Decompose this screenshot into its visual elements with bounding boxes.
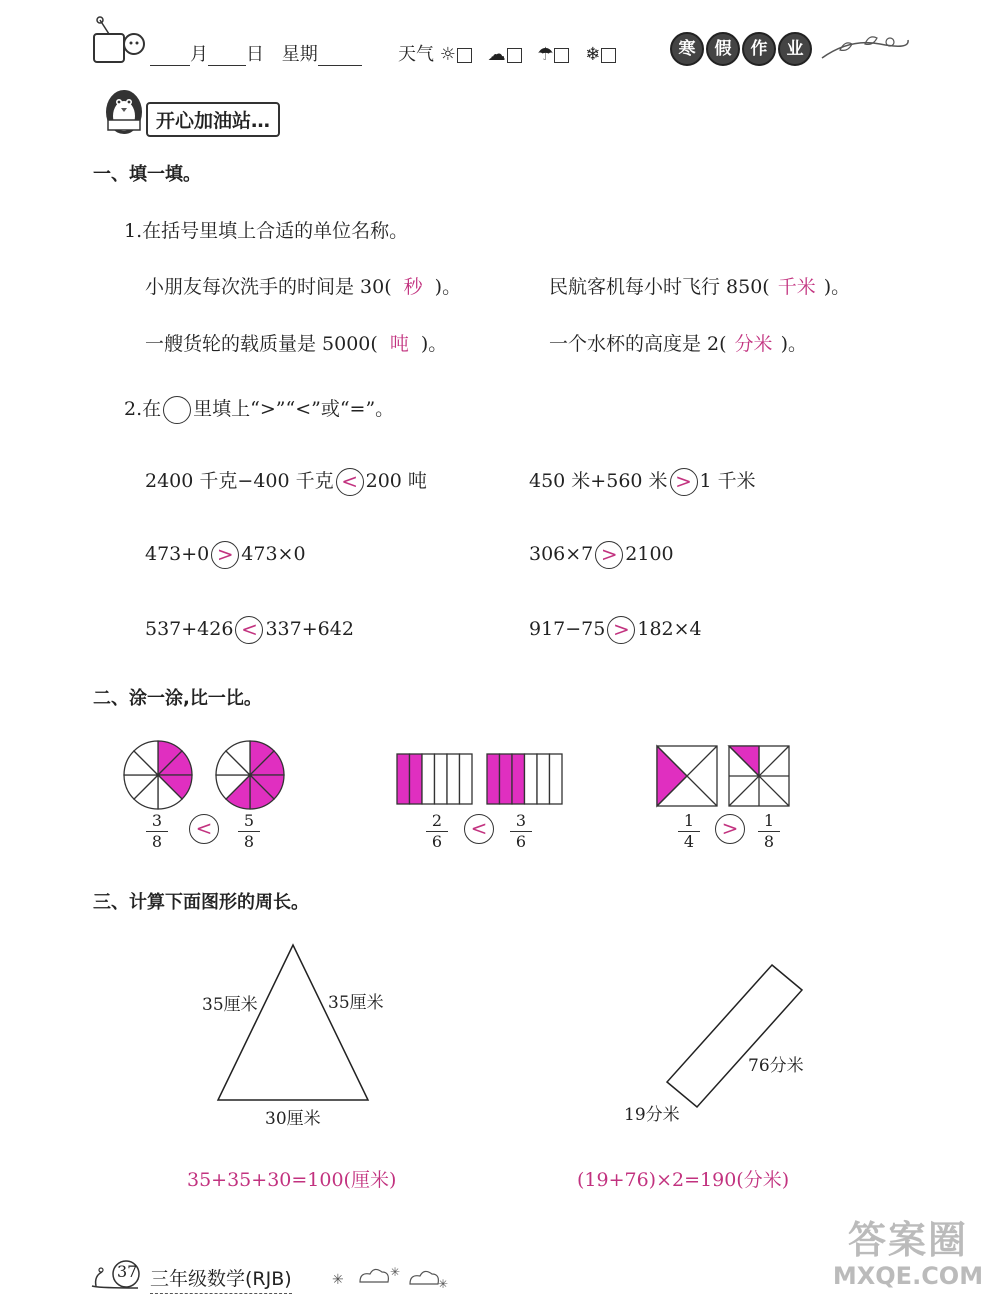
rect-left-bar-6[interactable] [460,754,473,804]
q2-answer-2[interactable]: > [670,468,698,496]
q1-item-2: 民航客机每小时飞行 850( 千米 )。 [549,276,851,298]
sun-icon: ☼ [439,44,456,65]
section1-title: 一、填一填。 [93,164,201,185]
q1-answer-1[interactable]: 秒 [403,276,423,298]
rect-right-bar-6[interactable] [550,754,563,804]
rain-checkbox[interactable] [554,48,569,63]
watermark: 答案圈 MXQE.COM [832,1218,984,1290]
fraction-2-6: 2 6 [422,812,452,851]
q2-answer-6[interactable]: > [607,616,635,644]
triangle-left-label: 35厘米 [202,995,258,1015]
fraction-1-8: 1 8 [754,812,784,851]
rect-right-bar-3[interactable] [512,754,525,804]
rectangle-answer[interactable]: (19+76)×2=190(分米) [577,1169,790,1191]
cloud-checkbox[interactable] [507,48,522,63]
rect-right-bar-4[interactable] [525,754,538,804]
q1-prompt: 1.在括号里填上合适的单位名称。 [124,220,409,242]
snow-icon: ❄ [585,44,601,65]
month-label: 月 [190,44,208,65]
compare-answer-2[interactable]: < [462,814,496,844]
winter-homework-badge [670,32,814,66]
month-blank[interactable] [150,47,190,66]
sun-checkbox[interactable] [457,48,472,63]
rect-right-bar-1[interactable] [487,754,500,804]
day-blank[interactable] [208,47,246,66]
flower-branch-icon [820,28,910,68]
q1-answer-2[interactable]: 千米 [777,276,816,298]
rectangle-long-label: 76分米 [748,1056,804,1076]
section2-title: 二、涂一涂,比一比。 [93,688,262,709]
compare-answer-3[interactable]: > [713,814,747,844]
badge-char-2: 假 [706,32,740,66]
q1-item-1: 小朋友每次洗手的时间是 30( 秒 )。 [145,276,462,298]
q1-answer-4[interactable]: 分米 [734,333,773,355]
q1-item-4: 一个水杯的高度是 2( 分米 )。 [549,333,807,355]
q2-prompt: 2.在 里填上“>”“<”或“=”。 [124,394,394,424]
weather-line [398,40,616,66]
weather-label: 天气 [398,44,434,65]
header-mascot-icon [88,14,150,70]
fraction-shapes [0,730,1000,820]
snow-checkbox[interactable] [601,48,616,63]
fraction-3-6: 3 6 [506,812,536,851]
section3-title: 三、计算下面图形的周长。 [93,892,309,913]
day-label: 日 [246,44,264,65]
q2-item-6: 917−75 > 182×4 [529,616,702,644]
q1-item-3: 一艘货轮的载质量是 5000( 吨 )。 [145,333,448,355]
triangle-figure [210,940,380,1110]
q2-answer-1[interactable]: < [336,468,364,496]
rain-icon: ☂ [537,44,554,65]
svg-text:✳: ✳ [332,1272,344,1288]
rect-right-bar-2[interactable] [500,754,513,804]
rect-left-bar-1[interactable] [397,754,410,804]
cloud-icon: ☁ [487,44,506,65]
triangle-right-label: 35厘米 [328,993,384,1013]
rect-left-bar-2[interactable] [410,754,423,804]
badge-char-1: 寒 [670,32,704,66]
triangle-bottom-label: 30厘米 [265,1109,321,1129]
rect-left-bar-5[interactable] [447,754,460,804]
q2-answer-5[interactable]: < [235,616,263,644]
q1-answer-3[interactable]: 吨 [389,333,409,355]
fraction-1-4: 1 4 [674,812,704,851]
fraction-5-8: 5 8 [234,812,264,851]
rect-left-bar-3[interactable] [422,754,435,804]
triangle-answer[interactable]: 35+35+30=100(厘米) [187,1169,397,1191]
q2-item-4: 306×7 > 2100 [529,541,674,569]
week-label: 星期 [281,44,318,65]
rect-left-bar-4[interactable] [435,754,448,804]
rectangle-short-label: 19分米 [624,1105,680,1125]
fraction-3-8: 3 8 [142,812,172,851]
svg-text:✳: ✳ [438,1277,449,1291]
banner-title: 开心加油站… [146,102,280,137]
q2-item-3: 473+0 > 473×0 [145,541,306,569]
page-number: 37 [117,1262,138,1281]
svg-text:✳: ✳ [390,1265,401,1279]
badge-char-3: 作 [742,32,776,66]
rectangle-figure [655,955,815,1115]
compare-answer-1[interactable]: < [187,814,221,844]
q2-answer-3[interactable]: > [211,541,239,569]
q2-item-2: 450 米+560 米 > 1 千米 [529,466,756,496]
rect-right-bar-5[interactable] [537,754,550,804]
date-line [150,40,362,66]
book-label: 三年级数学(RJB) [150,1264,292,1294]
week-blank[interactable] [318,47,362,66]
penguin-icon [100,82,148,136]
clouds-decoration-icon [330,1262,460,1292]
q2-item-1: 2400 千克−400 千克 < 200 吨 [145,466,427,496]
badge-char-4: 业 [778,32,812,66]
prompt-circle-icon [163,396,191,424]
q2-item-5: 537+426 < 337+642 [145,616,354,644]
q2-answer-4[interactable]: > [595,541,623,569]
